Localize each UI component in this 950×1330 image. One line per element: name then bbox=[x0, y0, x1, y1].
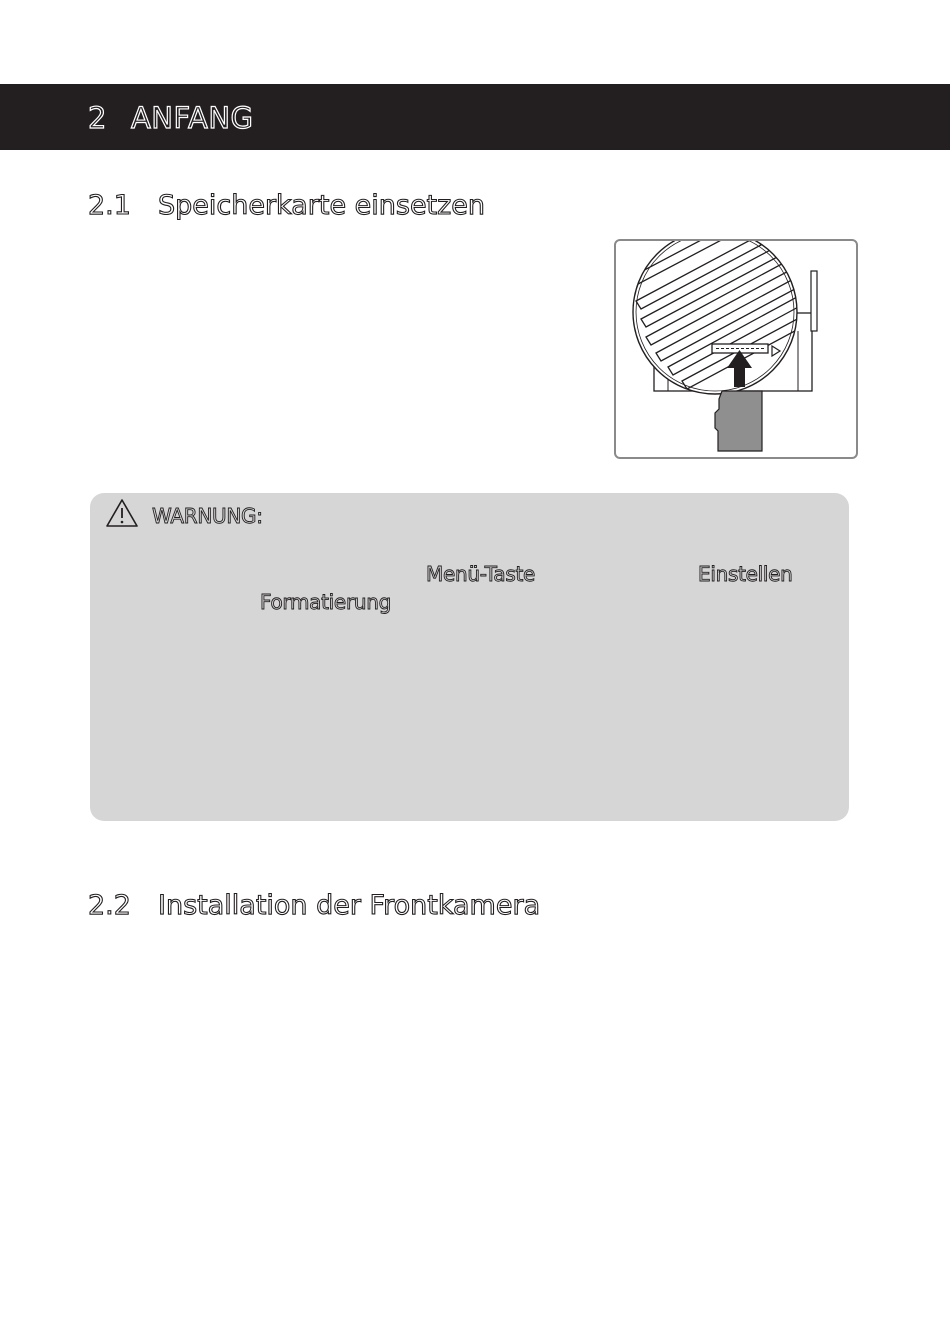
chapter-number: 2 bbox=[88, 101, 107, 135]
warning-triangle-icon bbox=[105, 498, 139, 528]
section-title-text: Speicherkarte einsetzen bbox=[158, 190, 486, 221]
memory-card-insertion-illustration bbox=[616, 241, 856, 457]
warning-term-menu-key: Menü-Taste bbox=[426, 562, 536, 586]
chapter-title bbox=[88, 101, 254, 135]
section-number: 2.2 bbox=[88, 890, 131, 921]
warning-term-formatting: Formatierung bbox=[260, 590, 392, 614]
section-heading-2-1 bbox=[88, 192, 485, 219]
section-number: 2.1 bbox=[88, 190, 131, 221]
section-title-text: Installation der Frontkamera bbox=[158, 890, 541, 921]
chapter-title-text: ANFANG bbox=[130, 101, 254, 135]
memory-card-figure bbox=[614, 239, 858, 459]
warning-box bbox=[90, 493, 849, 821]
warning-label: WARNUNG: bbox=[152, 504, 263, 528]
section-heading-2-2 bbox=[88, 892, 540, 919]
warning-term-settings: Einstellen bbox=[698, 562, 793, 586]
